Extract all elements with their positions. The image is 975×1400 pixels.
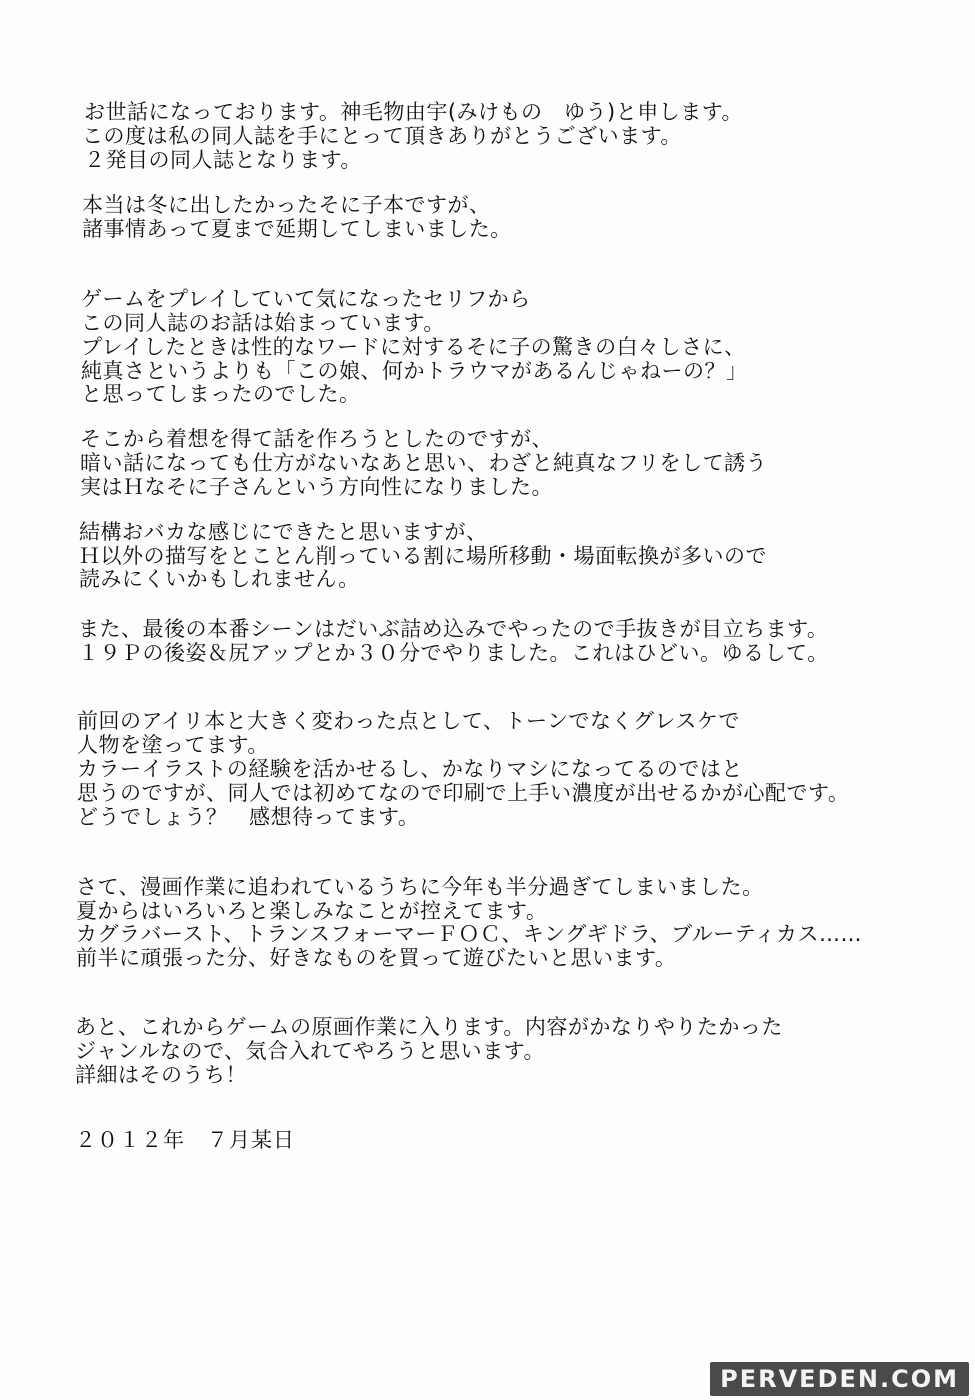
afterword-line-1: お世話になっております。神毛物由宇(みけもの ゆう)と申します。: [84, 100, 744, 124]
afterword-date: ２０１２年 ７月某日: [75, 1128, 295, 1152]
afterword-line-16: 読みにくいかもしれません。: [79, 567, 360, 591]
afterword-line-12: 暗い話になっても仕方がないなあと思い、わざと純真なフリをして誘う: [80, 451, 768, 475]
afterword-line-28: あと、これからゲームの原画作業に入ります。内容がかなりやりたかった: [75, 1015, 783, 1039]
afterword-line-17: また、最後の本番シーンはだいぶ詰め込みでやったので手抜きが目立ちます。: [78, 617, 829, 641]
afterword-line-4: 本当は冬に出したかったそに子本ですが、: [82, 193, 491, 217]
afterword-line-27: 前半に頑張った分、好きなものを買って遊びたいと思います。: [76, 946, 677, 970]
afterword-line-29: ジャンルなので、気合入れてやろうと思います。: [75, 1039, 545, 1063]
afterword-line-6: ゲームをプレイしていて気になったセリフから: [81, 287, 531, 311]
afterword-line-24: さて、漫画作業に追われているうちに今年も半分過ぎてしまいました。: [76, 875, 764, 899]
afterword-line-26: カグラバースト、トランスフォーマーＦＯＣ、キングギドラ、ブルーティカス……: [76, 922, 863, 946]
afterword-line-8: プレイしたときは性的なワードに対するそに子の驚きの白々しさに、: [81, 335, 746, 359]
afterword-line-25: 夏からはいろいろと楽しみなことが控えてます。: [76, 899, 548, 923]
afterword-line-15: Ｈ以外の描写をとことん削っている割に場所移動・場面転換が多いので: [79, 544, 767, 568]
afterword-line-9: 純真さというよりも「この娘、何かトラウマがあるんじゃねーの？」: [81, 359, 748, 383]
afterword-line-18: １９Ｐの後姿＆尻アップとか３０分でやりました。これはひどい。ゆるして。: [78, 641, 829, 665]
afterword-line-20: 人物を塗ってます。: [77, 733, 269, 757]
site-watermark: PERVEDEN.COM: [710, 1362, 969, 1396]
afterword-line-3: ２発目の同人誌となります。: [84, 148, 362, 172]
afterword-line-10: と思ってしまったのでした。: [81, 382, 361, 406]
afterword-line-21: カラーイラストの経験を活かせるし、かなりマシになってるのではと: [77, 757, 743, 781]
afterword-line-23: どうでしょう？ 感想待ってます。: [77, 805, 420, 829]
afterword-line-11: そこから着想を得て話を作ろうとしたのですが、: [80, 427, 553, 451]
afterword-line-19: 前回のアイリ本と大きく変わった点として、トーンでなくグレスケで: [77, 709, 740, 733]
afterword-line-14: 結構おバカな感じにできたと思いますが、: [79, 520, 488, 544]
afterword-line-30: 詳細はそのうち！: [75, 1063, 247, 1087]
afterword-line-5: 諸事情あって夏まで延期してしまいました。: [82, 217, 512, 241]
afterword-line-7: この同人誌のお話は始まっています。: [81, 311, 445, 335]
afterword-line-2: この度は私の同人誌を手にとって頂きありがとうございます。: [82, 124, 682, 148]
afterword-line-13: 実はＨなそに子さんという方向性になりました。: [80, 475, 553, 499]
afterword-line-22: 思うのですが、同人では初めてなので印刷で上手い濃度が出せるかが心配です。: [77, 781, 850, 805]
